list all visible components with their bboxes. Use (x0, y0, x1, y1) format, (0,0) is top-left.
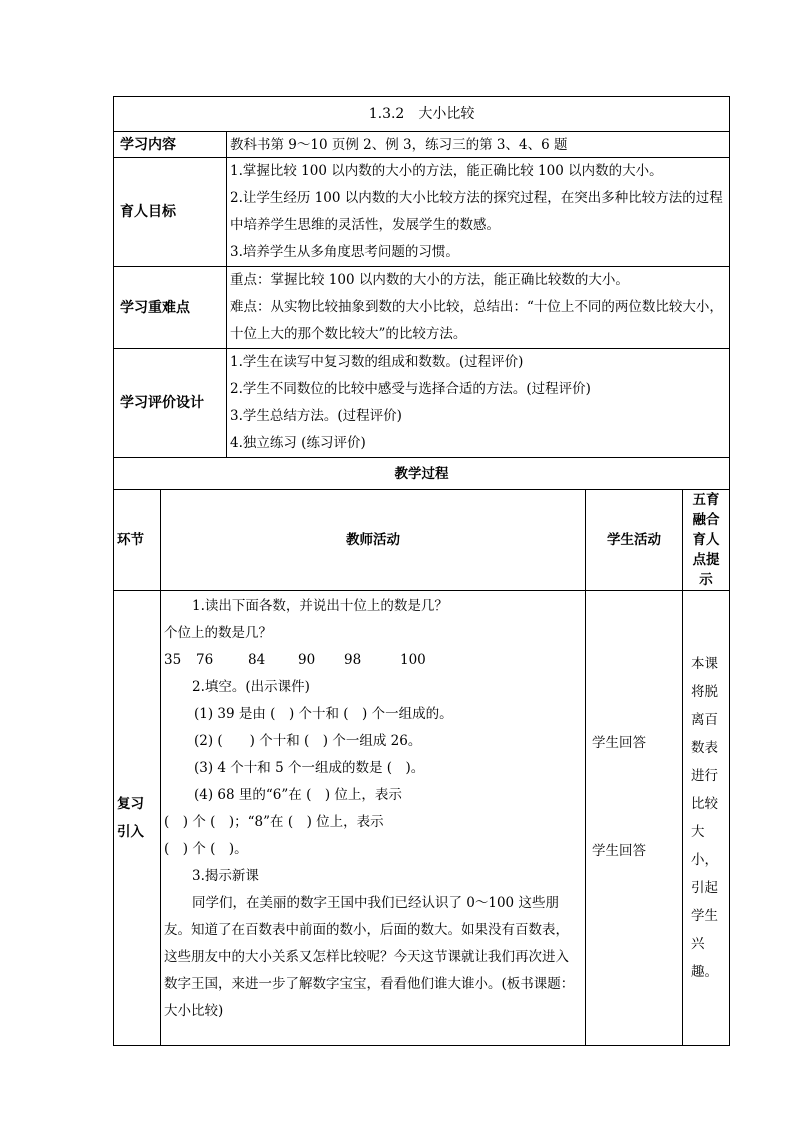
number-item: 90 (298, 652, 316, 668)
blank-item: (3) 4 个十和 5 个一组成的数是 ( )。 (194, 760, 425, 776)
header-stage: 环节 (114, 490, 161, 591)
number-item: 35 (164, 652, 182, 668)
goal-item: 1.掌握比较 100 以内数的大小的方法，能正确比较 100 以内数的大小。 (230, 163, 663, 179)
blank-item: ( ) 个 ( )；“8”在 ( ) 位上，表示 (164, 814, 384, 830)
number-item: 98 (344, 652, 362, 668)
blank-item: ( ) 个 ( )。 (164, 841, 248, 857)
evaluation-item: 2.学生不同数位的比较中感受与选择合适的方法。(过程评价) (230, 381, 591, 397)
student-answer: 学生回答 (592, 843, 646, 859)
process-title: 教学过程 (114, 458, 730, 490)
header-student: 学生活动 (586, 490, 683, 591)
evaluation-list (227, 349, 730, 458)
evaluation-label: 学习评价设计 (114, 349, 227, 458)
blank-item: (2) ( ) 个十和 ( ) 个一组成 26。 (194, 733, 422, 749)
question-1a: 1.读出下面各数，并说出十位上的数是几？ (192, 598, 448, 614)
keypoint-item: 难点：从实物比较抽象到数的大小比较，总结出：“十位上不同的两位数比较大小，十位上大的那个数比较大”的比较方法。 (230, 299, 723, 342)
student-answer: 学生回答 (592, 735, 646, 751)
keypoints-list (227, 267, 730, 349)
header-hint: 五育融合育人点提示 (683, 490, 730, 591)
question-2: 2.填空。(出示课件) (192, 679, 310, 695)
evaluation-item: 4.独立练习 (练习评价) (230, 435, 366, 451)
number-item: 76 (196, 652, 214, 668)
blank-item: (1) 39 是由 ( ) 个十和 ( ) 个一组成的。 (194, 706, 453, 722)
blank-item: (4) 68 里的“6”在 ( ) 位上，表示 (194, 787, 402, 803)
keypoint-item: 重点：掌握比较 100 以内数的大小的方法，能正确比较数的大小。 (230, 272, 629, 288)
question-3: 3.揭示新课 (192, 868, 259, 884)
number-item: 100 (400, 652, 426, 668)
goal-item: 2.让学生经历 100 以内数的大小比较方法的探究过程，在突出多种比较方法的过程中培养学生思维的灵活性，发展学生的数感。 (230, 190, 723, 233)
goals-list (227, 158, 730, 267)
content-value: 教科书第 9～10 页例 2、例 3，练习三的第 3、4、6 题 (227, 132, 730, 158)
page-title: 1.3.2 大小比较 (114, 97, 730, 132)
intro-paragraph: 同学们，在美丽的数字王国中我们已经认识了 0～100 这些朋友。知道了在百数表中前面的数小，后面的数大。如果没有百数表，这些朋友中的大小关系又怎样比较呢？今天这节课就让我们再次进入数字王国，来进一步了解数字宝宝，看看他们谁大谁小。(板书课题：大小比较) (164, 895, 575, 1019)
student-activity (586, 591, 683, 1046)
goal-item: 3.培养学生从多角度思考问题的习惯。 (230, 244, 459, 260)
evaluation-item: 1.学生在读写中复习数的组成和数数。(过程评价) (230, 354, 524, 370)
teacher-activity (161, 591, 586, 1046)
number-list (164, 647, 582, 674)
keypoints-label: 学习重难点 (114, 267, 227, 349)
lesson-plan-table (113, 96, 730, 1046)
evaluation-item: 3.学生总结方法。(过程评价) (230, 408, 402, 424)
hint-text: 本课将脱离百数表进行比较大小，引起学生兴趣。 (683, 591, 730, 1046)
number-item: 84 (248, 652, 266, 668)
question-1b: 个位上的数是几？ (164, 625, 272, 641)
goals-label: 育人目标 (114, 158, 227, 267)
stage-label: 复习引入 (114, 591, 161, 1046)
content-label: 学习内容 (114, 132, 227, 158)
header-teacher: 教师活动 (161, 490, 586, 591)
